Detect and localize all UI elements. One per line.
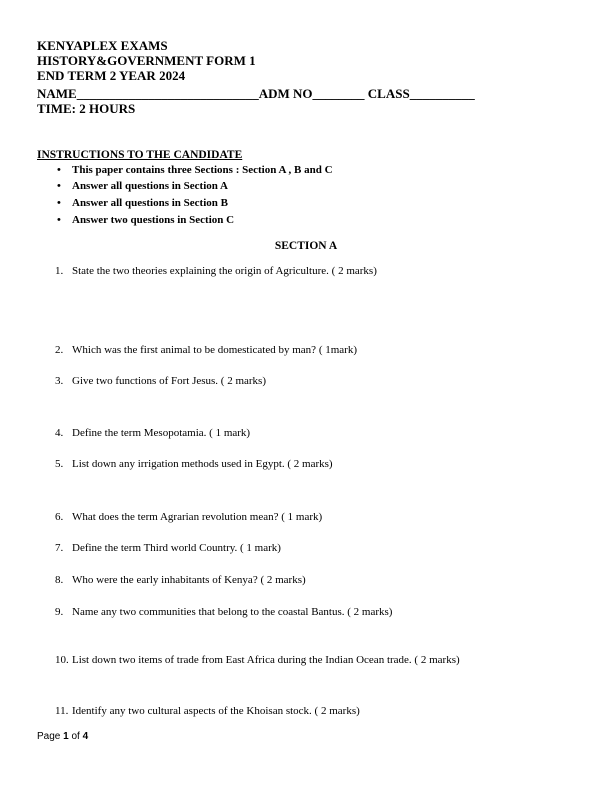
question-item	[55, 606, 392, 618]
candidate-details-line	[37, 86, 475, 101]
exam-provider: KENYAPLEX EXAMS	[37, 38, 168, 53]
class-blank: __________	[409, 86, 475, 101]
exam-term: END TERM 2 YEAR 2024	[37, 68, 186, 83]
question-item	[55, 458, 333, 470]
question-number: 9.	[55, 606, 64, 618]
question-item	[55, 574, 306, 586]
page-number: Page 1 of 4	[37, 731, 89, 742]
instruction-item: • Answer two questions in Section C	[57, 214, 235, 226]
current-page: 1	[63, 731, 69, 742]
question-text: Which was the first animal to be domesticated by man? ( 1mark)	[72, 344, 357, 356]
instruction-item: • Answer all questions in Section B	[57, 197, 228, 209]
adm-blank: ________	[312, 86, 365, 101]
instruction-item: • This paper contains three Sections : Section A , B and C	[57, 164, 333, 176]
bullet-icon: •	[57, 214, 61, 226]
question-number: 4.	[55, 427, 64, 439]
question-item	[55, 427, 250, 439]
question-text: State the two theories explaining the origin of Agriculture. ( 2 marks)	[72, 265, 377, 277]
question-text: Name any two communities that belong to the coastal Bantus. ( 2 marks)	[72, 606, 393, 618]
question-number: 11.	[55, 705, 69, 717]
instruction-item: • Answer all questions in Section A	[57, 180, 228, 192]
question-item	[55, 542, 281, 554]
question-text: List down any irrigation methods used in Egypt. ( 2 marks)	[72, 458, 333, 470]
question-text: List down two items of trade from East Africa during the Indian Ocean trade. ( 2 marks)	[72, 654, 460, 666]
question-text: Define the term Third world Country. ( 1 mark)	[72, 542, 281, 554]
class-label: CLASS	[367, 86, 410, 101]
question-number: 8.	[55, 574, 64, 586]
bullet-icon: •	[57, 180, 61, 192]
exam-subject: HISTORY&GOVERNMENT FORM 1	[37, 53, 256, 68]
total-pages: 4	[82, 731, 89, 742]
question-item	[55, 654, 460, 666]
question-number: 7.	[55, 542, 64, 554]
question-item	[55, 375, 266, 387]
question-number: 10.	[55, 654, 69, 666]
name-blank: ____________________________	[76, 86, 259, 101]
section-title: SECTION A	[274, 240, 338, 252]
question-item	[55, 511, 322, 523]
exam-time: TIME: 2 HOURS	[37, 101, 136, 116]
question-text: What does the term Agrarian revolution mean? ( 1 mark)	[72, 511, 323, 523]
question-number: 2.	[55, 344, 64, 356]
question-number: 6.	[55, 511, 64, 523]
question-item	[55, 344, 357, 356]
question-text: Define the term Mesopotamia. ( 1 mark)	[72, 427, 251, 439]
bullet-icon: •	[57, 197, 61, 209]
question-item	[55, 705, 360, 717]
question-number: 3.	[55, 375, 64, 387]
question-text: Identify any two cultural aspects of the Khoisan stock. ( 2 marks)	[72, 705, 360, 717]
question-text: Who were the early inhabitants of Kenya? ( 2 marks)	[72, 574, 306, 586]
name-label: NAME	[37, 86, 77, 101]
question-item	[55, 265, 377, 277]
adm-label: ADM NO	[258, 86, 313, 101]
question-text: Give two functions of Fort Jesus. ( 2 marks)	[72, 375, 267, 387]
bullet-icon: •	[57, 164, 61, 176]
instructions-title: INSTRUCTIONS TO THE CANDIDATE	[37, 149, 243, 161]
question-number: 1.	[55, 265, 64, 277]
question-number: 5.	[55, 458, 64, 470]
